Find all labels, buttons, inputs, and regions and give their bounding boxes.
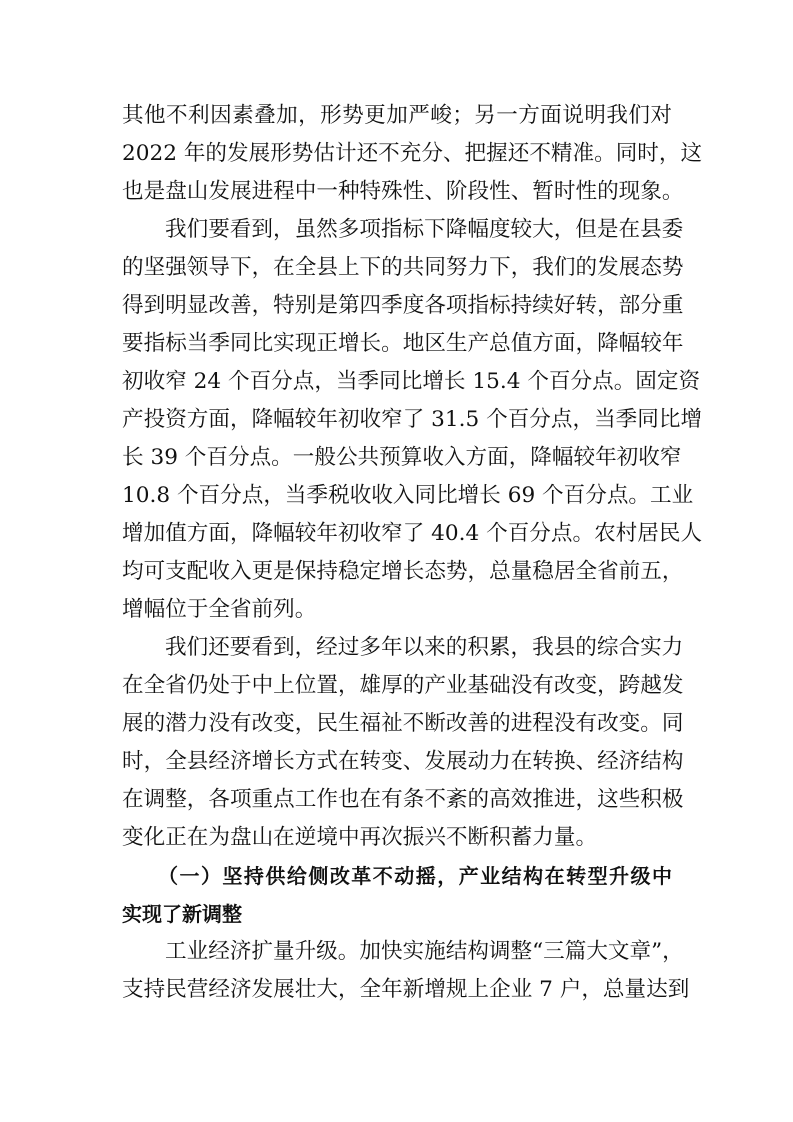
body-text-line: 展的潜力没有改变，民生福祉不断改善的进程没有改变。同 <box>122 711 684 736</box>
body-text-line: 初收窄 24 个百分点，当季同比增长 15.4 个百分点。固定资 <box>122 369 701 394</box>
body-text-line: 要指标当季同比实现正增长。地区生产总值方面，降幅较年 <box>122 331 684 356</box>
body-text-line: 10.8 个百分点，当季税收收入同比增长 69 个百分点。工业 <box>122 483 694 508</box>
paragraph-first-line: 我们要看到，虽然多项指标下降幅度较大，但是在县委 <box>165 217 684 242</box>
body-text-line: 增加值方面，降幅较年初收窄了 40.4 个百分点。农村居民人 <box>122 521 703 546</box>
body-text-line: 其他不利因素叠加，形势更加严峻；另一方面说明我们对 <box>122 103 672 128</box>
paragraph-first-line: 工业经济扩量升级。加快实施结构调整“三篇大文章”， <box>165 939 684 964</box>
body-text-line: 在全省仍处于中上位置，雄厚的产业基础没有改变，跨越发 <box>122 673 684 698</box>
section-heading: （一）坚持供给侧改革不动摇，产业结构在转型升级中 <box>158 864 672 888</box>
section-heading: 实现了新调整 <box>122 902 242 926</box>
body-text-line: 在调整，各项重点工作也在有条不紊的高效推进，这些积极 <box>122 787 684 812</box>
body-text-line: 得到明显改善，特别是第四季度各项指标持续好转，部分重 <box>122 293 684 318</box>
body-text-line: 2022 年的发展形势估计还不充分、把握还不精准。同时，这 <box>122 141 703 166</box>
body-text-line: 时，全县经济增长方式在转变、发展动力在转换、经济结构 <box>122 749 684 774</box>
paragraph-first-line: 我们还要看到，经过多年以来的积累，我县的综合实力 <box>165 635 684 660</box>
body-text-line: 支持民营经济发展壮大，全年新增规上企业 7 户，总量达到 <box>122 977 690 1002</box>
body-text-line: 产投资方面，降幅较年初收窄了 31.5 个百分点，当季同比增 <box>122 407 703 432</box>
body-text-line: 变化正在为盘山在逆境中再次振兴不断积蓄力量。 <box>122 825 598 850</box>
body-text-line: 的坚强领导下，在全县上下的共同努力下，我们的发展态势 <box>122 255 684 280</box>
body-text-line: 均可支配收入更是保持稳定增长态势，总量稳居全省前五， <box>122 559 684 584</box>
body-text-line: 也是盘山发展进程中一种特殊性、阶段性、暂时性的现象。 <box>122 179 684 204</box>
body-text-line: 长 39 个百分点。一般公共预算收入方面，降幅较年初收窄 <box>122 445 682 470</box>
body-text-line: 增幅位于全省前列。 <box>122 597 317 622</box>
